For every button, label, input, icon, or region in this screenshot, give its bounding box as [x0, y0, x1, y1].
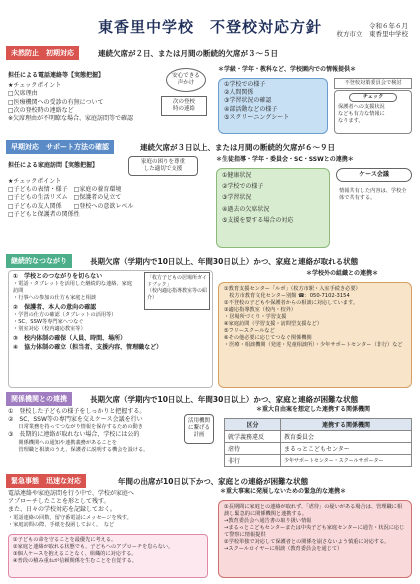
- ext-item-4: ・居場所づくり・学習支援: [224, 314, 287, 320]
- table-cell: まるっとこどもセンター: [281, 443, 412, 455]
- date-block: [337, 22, 409, 38]
- section-early: [6, 140, 414, 252]
- item-5: ・SC、SSW等専門家へつなぐ: [13, 319, 84, 326]
- item-7: ③ 校内体制の確保（人員、時間、場所）: [13, 335, 127, 343]
- line-4: ・家庭訪問の際、手紙を投函しておく。 など: [8, 521, 115, 528]
- check-line-0: ★チェックポイント: [8, 82, 62, 90]
- item-0: ① 登校した子どもの様子をしっかりと把握する。: [8, 408, 146, 415]
- section-emergency: [6, 474, 414, 580]
- ext-item-6: ⑤フリースクールなど: [224, 328, 275, 334]
- section-continuing: [6, 254, 414, 390]
- info-item-0: ①学校での様子: [224, 81, 266, 88]
- committee-note: 不登校対策委員会で検討: [334, 78, 412, 89]
- ext-item-0: ①教育支援センター「ルポ」（枚方市駅・入室手続き必要）: [224, 286, 361, 292]
- principle-3: ④普段の積み重ねが信頼関係を生むことを自覚する。: [13, 558, 137, 564]
- school-name: 枚方市立 東香里中学校: [336, 30, 408, 38]
- table-row: [225, 431, 412, 443]
- check-box: [334, 90, 412, 134]
- left-list: [8, 408, 208, 454]
- table-cell: 虐待: [225, 443, 281, 455]
- item-1: ② SC、SSW等の専門家を交えケース会議を行い: [8, 416, 143, 424]
- table-cell: 教育委員会: [281, 431, 412, 443]
- bubble-reassurance: 安心できる 声かけ: [166, 68, 206, 92]
- info-item-4: ⑤スクリーニングシート: [224, 113, 290, 121]
- item-3: ② 保護者、本人の意向の確認: [13, 304, 97, 312]
- item-8: ④ 協力体制の確立（担当者、支援内容、管理職など）: [13, 343, 163, 351]
- item-6: ・別室対応（校内適応教室等）: [13, 326, 86, 333]
- section-prevention: [6, 46, 414, 138]
- emergency-list: [218, 500, 412, 578]
- check-line-4: □子どもと保護者の関係性: [8, 210, 80, 218]
- table-cell: 就学義務違反: [225, 431, 281, 443]
- line-3: ・電話連絡の回数、留守番電話にメッセージを残す。: [8, 514, 132, 521]
- table-header: 区分: [225, 419, 281, 431]
- item-2: ・行事への参加の仕方も家庭と相談: [13, 295, 97, 302]
- collab-item-0: ①健康状況: [222, 172, 252, 179]
- check-text: 保護者への支援状況 なども有力な情報に なります。: [338, 104, 385, 124]
- section-tag: 未然防止 初期対応: [6, 46, 79, 60]
- section-agencies: [6, 392, 414, 472]
- collab-item-1: ②学校での様子: [222, 183, 264, 191]
- info-item-2: ③学習状況の確認: [224, 97, 272, 105]
- ext-item-3: ③適応指導教室（校内・校外）: [224, 307, 297, 313]
- principle-0: ①子どもの命を守ることを最優先に考える。: [13, 537, 117, 543]
- ext-item-7: ⑥その他必要に応じてつなぐ関係機関: [224, 335, 312, 341]
- bubble-support: 家庭の困りを尊重 した適切で支援: [128, 156, 198, 176]
- table-cell: 少年サポートセンター・スクールサポーター: [281, 455, 412, 467]
- case-meeting-text: 情報共有した内容は、学校全体で共有する。: [339, 188, 407, 202]
- table-cell: 非行: [225, 455, 281, 467]
- guidebook-note: 「枚方子どもの居場所ガイドブック」 （校内適応指導教室等の紹介）: [144, 272, 210, 310]
- right-title: ＊生徒指導・学年・委員会・SC・SSWとの連携＊: [216, 156, 354, 163]
- page-title: 東香里中学校 不登校対応方針: [97, 18, 322, 36]
- right-title: ＊重大事案に発展しないための緊急的な連携＊: [220, 488, 347, 495]
- section-headline: 年間の出席が10日以下かつ、家庭との連絡が困難な状態: [118, 477, 309, 486]
- left-checklist: [8, 178, 213, 219]
- item-3: ③ 長期的に連絡が取れない場合、学校には公的: [8, 431, 140, 439]
- section-headline: 連続欠席が３日以上、または月間の断続的欠席が６～９日: [140, 143, 335, 152]
- left-title: 担任による家庭訪問【実態把握】: [8, 162, 99, 169]
- ext-item-5: ④家庭訪問（学習支援・訪問型支援など）: [224, 321, 323, 327]
- table-header: 連携する関係機関: [281, 419, 412, 431]
- section-headline: 長期欠席（学期内で10日以上、年間30日以上）かつ、家庭と連絡が困難な状態: [90, 395, 359, 404]
- bubble-plan: 活用機関 に繋げる 計画: [184, 414, 214, 444]
- check-label: チェック: [349, 93, 397, 102]
- item-4: ・学習の仕方の確認（タブレットの活用等）: [13, 312, 117, 319]
- section-tag: 継続的なつながり: [6, 254, 72, 268]
- line-2: また、日々の学校対応を記録しておく。: [8, 506, 116, 514]
- check-line-2: □医療機関への受診の有無について: [8, 98, 104, 106]
- item-0: ① 学校とのつながりを切らない: [13, 273, 103, 280]
- info-item-3: ④部活動などの様子: [224, 105, 278, 113]
- principle-1: ②家庭と連絡が取れる状態でも、子どもへのアプローチを怠らない。: [13, 544, 174, 550]
- principles-box: [8, 534, 208, 578]
- em-item-4: →スクールロイヤーに相談（教育委員会を通じて）: [224, 546, 343, 552]
- case-meeting-label: ケース会議: [336, 168, 412, 182]
- item-1: ・電話・タブレットを活用した継続的な連絡、家庭訪問: [13, 281, 133, 295]
- right-title: ＊重大自由案を想定した連携する関係機関: [256, 406, 371, 413]
- em-item-3: ②学校単独で対応して保護者との関係を崩さないよう慎重に対応する。: [224, 539, 390, 545]
- section-tag: 早期対応 サポート方法の確認: [6, 140, 114, 154]
- line-1: アプローチしたことを形として残す。: [8, 498, 110, 506]
- info-item-1: ②人間関係: [224, 89, 254, 97]
- section-tag: 緊急事態 迅速な対応: [6, 474, 86, 488]
- em-item-1: →教育委員会へ通告書の取り扱い情報: [224, 518, 312, 524]
- left-title: 担任による電話連絡等【実態把握】: [8, 72, 105, 79]
- left-text: [8, 490, 208, 529]
- table-row: [225, 455, 412, 467]
- item-2: 日常業務を持ってつながり情報を保存するための動き: [8, 424, 143, 431]
- check-line-1: □子どもの表情・様子 □家庭の養育環境: [8, 186, 122, 194]
- agency-table: [224, 418, 412, 467]
- em-item-0: ①長期間に家庭との連絡が取れず、「虐待」の疑いがある場合は、管理職に相談し緊急的に関係機関と連携する。: [224, 504, 403, 517]
- check-line-4: ※欠席理由が不明瞭な場合、家庭訪問等で確認: [8, 115, 134, 123]
- section-tag: 関係機関との連携: [6, 392, 72, 406]
- ext-item-1: 枚方市教育文化センター別館 ☎：050-7102-3154: [224, 293, 350, 299]
- section-headline: 長期欠席（学期内で10日以上、年間30日以上）かつ、家庭と連絡が取れる状態: [90, 257, 359, 266]
- check-line-3: □次の登校時の連絡など: [8, 106, 74, 114]
- case-meeting-box: [336, 168, 412, 248]
- check-line-1: □欠席理由: [8, 90, 38, 98]
- check-line-0: ★チェックポイント: [8, 178, 62, 185]
- section-headline: 連続欠席が２日、または月間の断続的欠席が３～５日: [98, 49, 278, 58]
- em-item-2: →まるっとこどもセンターまたは中央子ども家庭センターに通告・状況に応じて警察に情報提供: [224, 525, 405, 538]
- collab-list: [216, 168, 330, 248]
- ext-item-8: ・医療・相談機関（発達・児童相談所）・少年サポートセンター（非行）など: [224, 342, 403, 348]
- collab-item-2: ③学習状況: [222, 194, 252, 202]
- check-line-3: □子どもの友人関係 □登校への意欲レベル: [8, 202, 134, 210]
- collab-item-4: ⑤支援を要する場合の対応: [222, 216, 294, 224]
- external-list: [218, 282, 412, 388]
- table-row: [225, 443, 412, 455]
- right-title: ＊学級・学年・教科など、学校園内での情報提供＊: [218, 66, 357, 73]
- check-line-2: □子どもの生活リズム □保護者の見立て: [8, 194, 122, 202]
- ext-item-2: ②不登校の子どもや保護者からの相談に対応しています。: [224, 300, 358, 306]
- date: 令和６年６月: [369, 22, 408, 30]
- principle-2: ③個人ケースを抱えることなく、組織的に対応する。: [13, 551, 137, 557]
- line-0: 電話連絡や家庭訪問を行う中で、学校が家庭へ: [8, 490, 134, 497]
- info-list: [218, 78, 328, 134]
- right-title: ＊学校外の組織との連携＊: [306, 270, 379, 277]
- collab-item-3: ④過去の欠席状況: [222, 205, 270, 213]
- item-5: 管理職と相談のうえ、保護者に説明する機会を設ける。: [8, 446, 149, 453]
- next-contact-note: 次の登校 時の連絡: [161, 96, 207, 116]
- item-4: 関係機関への通知や連携義務があることを: [8, 439, 117, 446]
